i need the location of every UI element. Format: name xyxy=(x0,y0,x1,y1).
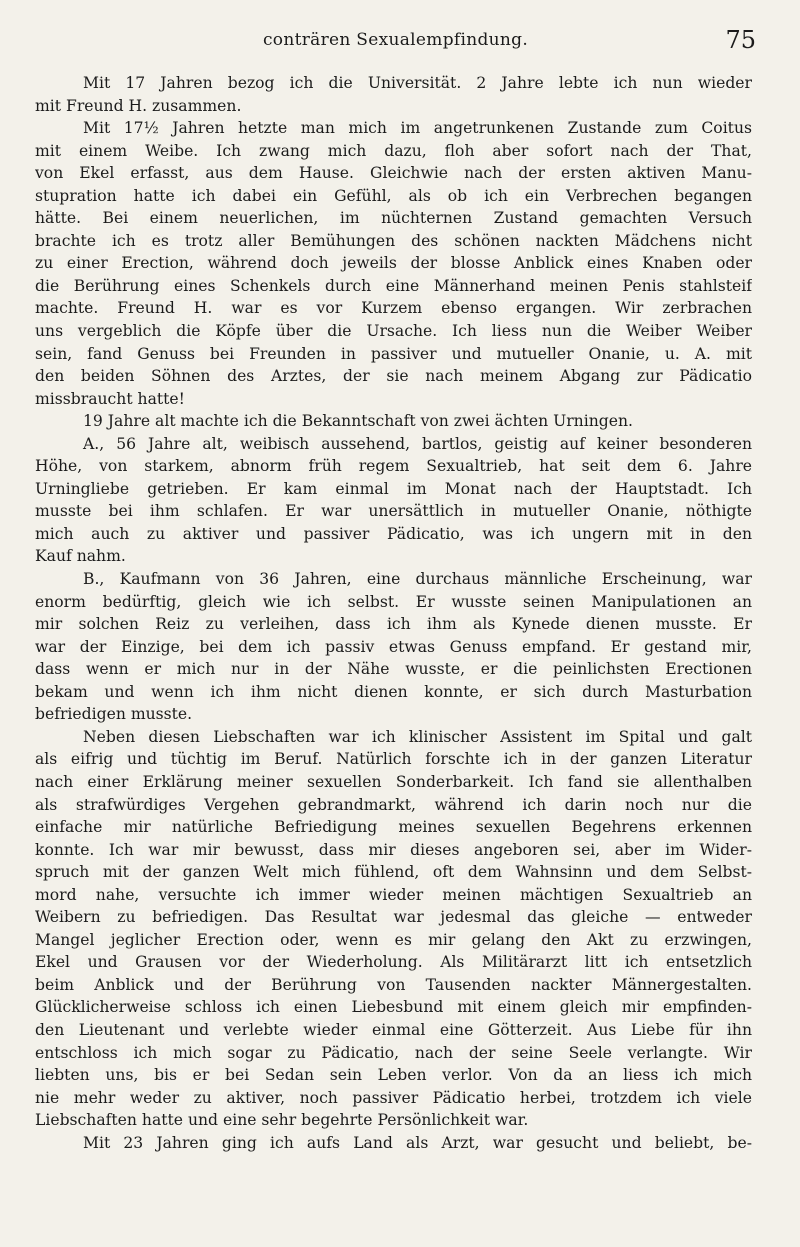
text-line: brachte ich es trotz aller Bemühungen des schönen nackten Mädchens nicht xyxy=(35,231,752,250)
text-line: mord nahe, versuchte ich immer wieder meinen mächtigen Sexualtrieb an xyxy=(35,885,752,904)
text-line: uns vergeblich die Köpfe über die Ursache. Ich liess nun die Weiber Weiber xyxy=(35,322,752,341)
text-line: Höhe, von starkem, abnorm früh regem Sexualtrieb, hat seit dem 6. Jahre xyxy=(35,457,752,476)
text-line: Urningliebe getrieben. Er kam einmal im Monat nach der Hauptstadt. Ich xyxy=(35,479,752,498)
running-head xyxy=(35,24,756,58)
text-line: liebten uns, bis er bei Sedan sein Leben verlor. Von da an liess ich mich xyxy=(35,1066,752,1085)
page-number: 75 xyxy=(725,26,756,54)
text-line: missbraucht hatte! xyxy=(35,389,185,408)
text-line: Mangel jeglicher Erection oder, wenn es mir gelang den Akt zu erzwingen, xyxy=(35,930,752,949)
text-line: Ekel und Grausen vor der Wiederholung. Als Militärarzt litt ich entsetzlich xyxy=(35,953,752,972)
text-line: Neben diesen Liebschaften war ich klinischer Assistent im Spital und galt xyxy=(83,727,752,746)
text-line: den beiden Söhnen des Arztes, der sie nach meinem Abgang zur Pädicatio xyxy=(35,367,752,386)
text-line: befriedigen musste. xyxy=(35,705,193,724)
text-line: von Ekel erfasst, aus dem Hause. Gleichwie nach der ersten aktiven Manu- xyxy=(35,164,752,183)
text-line: nach einer Erklärung meiner sexuellen Sonderbarkeit. Ich fand sie allenthalben xyxy=(35,772,752,791)
text-line: sein, fand Genuss bei Freunden in passiver und mutueller Onanie, u. A. mit xyxy=(35,344,752,363)
text-line: machte. Freund H. war es vor Kurzem ebenso ergangen. Wir zerbrachen xyxy=(35,299,752,318)
text-line: einfache mir natürliche Befriedigung meines sexuellen Begehrens erkennen xyxy=(35,818,752,837)
text-line: mit einem Weibe. Ich zwang mich dazu, floh aber sofort nach der That, xyxy=(35,141,752,160)
text-line: als eifrig und tüchtig im Beruf. Natürlich forschte ich in der ganzen Literatur xyxy=(35,750,752,769)
text-line: mich auch zu aktiver und passiver Pädicatio, was ich ungern mit in den xyxy=(35,524,752,543)
text-line: die Berührung eines Schenkels durch eine Männerhand meinen Penis stahlsteif xyxy=(35,276,752,295)
text-line: dass wenn er mich nur in der Nähe wusste, er die peinlichsten Erectionen xyxy=(35,660,752,679)
paragraph xyxy=(35,410,752,433)
text-line: mit Freund H. zusammen. xyxy=(35,96,242,115)
text-line: stupration hatte ich dabei ein Gefühl, als ob ich ein Verbrechen begangen xyxy=(35,186,752,205)
paragraph xyxy=(35,568,752,726)
text-line: als strafwürdiges Vergehen gebrandmarkt, während ich darin noch nur die xyxy=(35,795,752,814)
paragraph xyxy=(35,433,752,568)
text-line: Kauf nahm. xyxy=(35,547,126,566)
text-line: bekam und wenn ich ihm nicht dienen konnte, er sich durch Masturbation xyxy=(35,682,752,701)
text-line: mir solchen Reiz zu verleihen, dass ich ihm als Kynede dienen musste. Er xyxy=(35,615,752,634)
text-line: zu einer Erection, während doch jeweils der blosse Anblick eines Knaben oder xyxy=(35,254,752,273)
text-line: enorm bedürftig, gleich wie ich selbst. Er wusste seinen Manipulationen an xyxy=(35,592,752,611)
text-line: musste bei ihm schlafen. Er war unersättlich in mutueller Onanie, nöthigte xyxy=(35,502,752,521)
text-line: Mit 17 Jahren bezog ich die Universität. 2 Jahre lebte ich nun wieder xyxy=(83,74,752,92)
text-line: Liebschaften hatte und eine sehr begehrte Persönlichkeit war. xyxy=(35,1111,529,1130)
text-line: Weibern zu befriedigen. Das Resultat war jedesmal das gleiche — entweder xyxy=(35,908,752,927)
paragraph xyxy=(35,72,752,117)
text-line: konnte. Ich war mir bewusst, dass mir dieses angeboren sei, aber im Wider- xyxy=(35,840,752,859)
text-line: B., Kaufmann von 36 Jahren, eine durchaus männliche Erscheinung, war xyxy=(83,570,752,589)
text-line: entschloss ich mich sogar zu Pädicatio, nach der seine Seele verlangte. Wir xyxy=(35,1043,752,1062)
text-line: A., 56 Jahre alt, weibisch aussehend, bartlos, geistig auf keiner besonderen xyxy=(83,434,752,453)
text-line: den Lieutenant und verlebte wieder einmal eine Götterzeit. Aus Liebe für ihn xyxy=(35,1020,752,1039)
text-line: Mit 23 Jahren ging ich aufs Land als Arzt, war gesucht und beliebt, be- xyxy=(83,1133,752,1152)
text-line: beim Anblick und der Berührung von Tausenden nackter Männergestalten. xyxy=(35,975,752,994)
paragraph xyxy=(35,1132,752,1155)
paragraph xyxy=(35,117,752,410)
text-line: spruch mit der ganzen Welt mich fühlend, oft dem Wahnsinn und dem Selbst- xyxy=(35,863,752,882)
text-line: nie mehr weder zu aktiver, noch passiver Pädicatio herbei, trotzdem ich viele xyxy=(35,1088,752,1107)
text-line: war der Einzige, bei dem ich passiv etwas Genuss empfand. Er gestand mir, xyxy=(35,637,752,656)
paragraph xyxy=(35,726,752,1132)
body-text xyxy=(35,72,752,1154)
text-line: Mit 17½ Jahren hetzte man mich im angetrunkenen Zustande zum Coitus xyxy=(83,119,752,138)
running-title: conträren Sexualempfindung. xyxy=(262,30,529,50)
text-line: hätte. Bei einem neuerlichen, im nüchternen Zustand gemachten Versuch xyxy=(35,209,752,228)
text-line: 19 Jahre alt machte ich die Bekanntschaft von zwei ächten Urningen. xyxy=(83,412,633,431)
text-line: Glücklicherweise schloss ich einen Liebesbund mit einem gleich mir empfinden- xyxy=(35,998,752,1017)
